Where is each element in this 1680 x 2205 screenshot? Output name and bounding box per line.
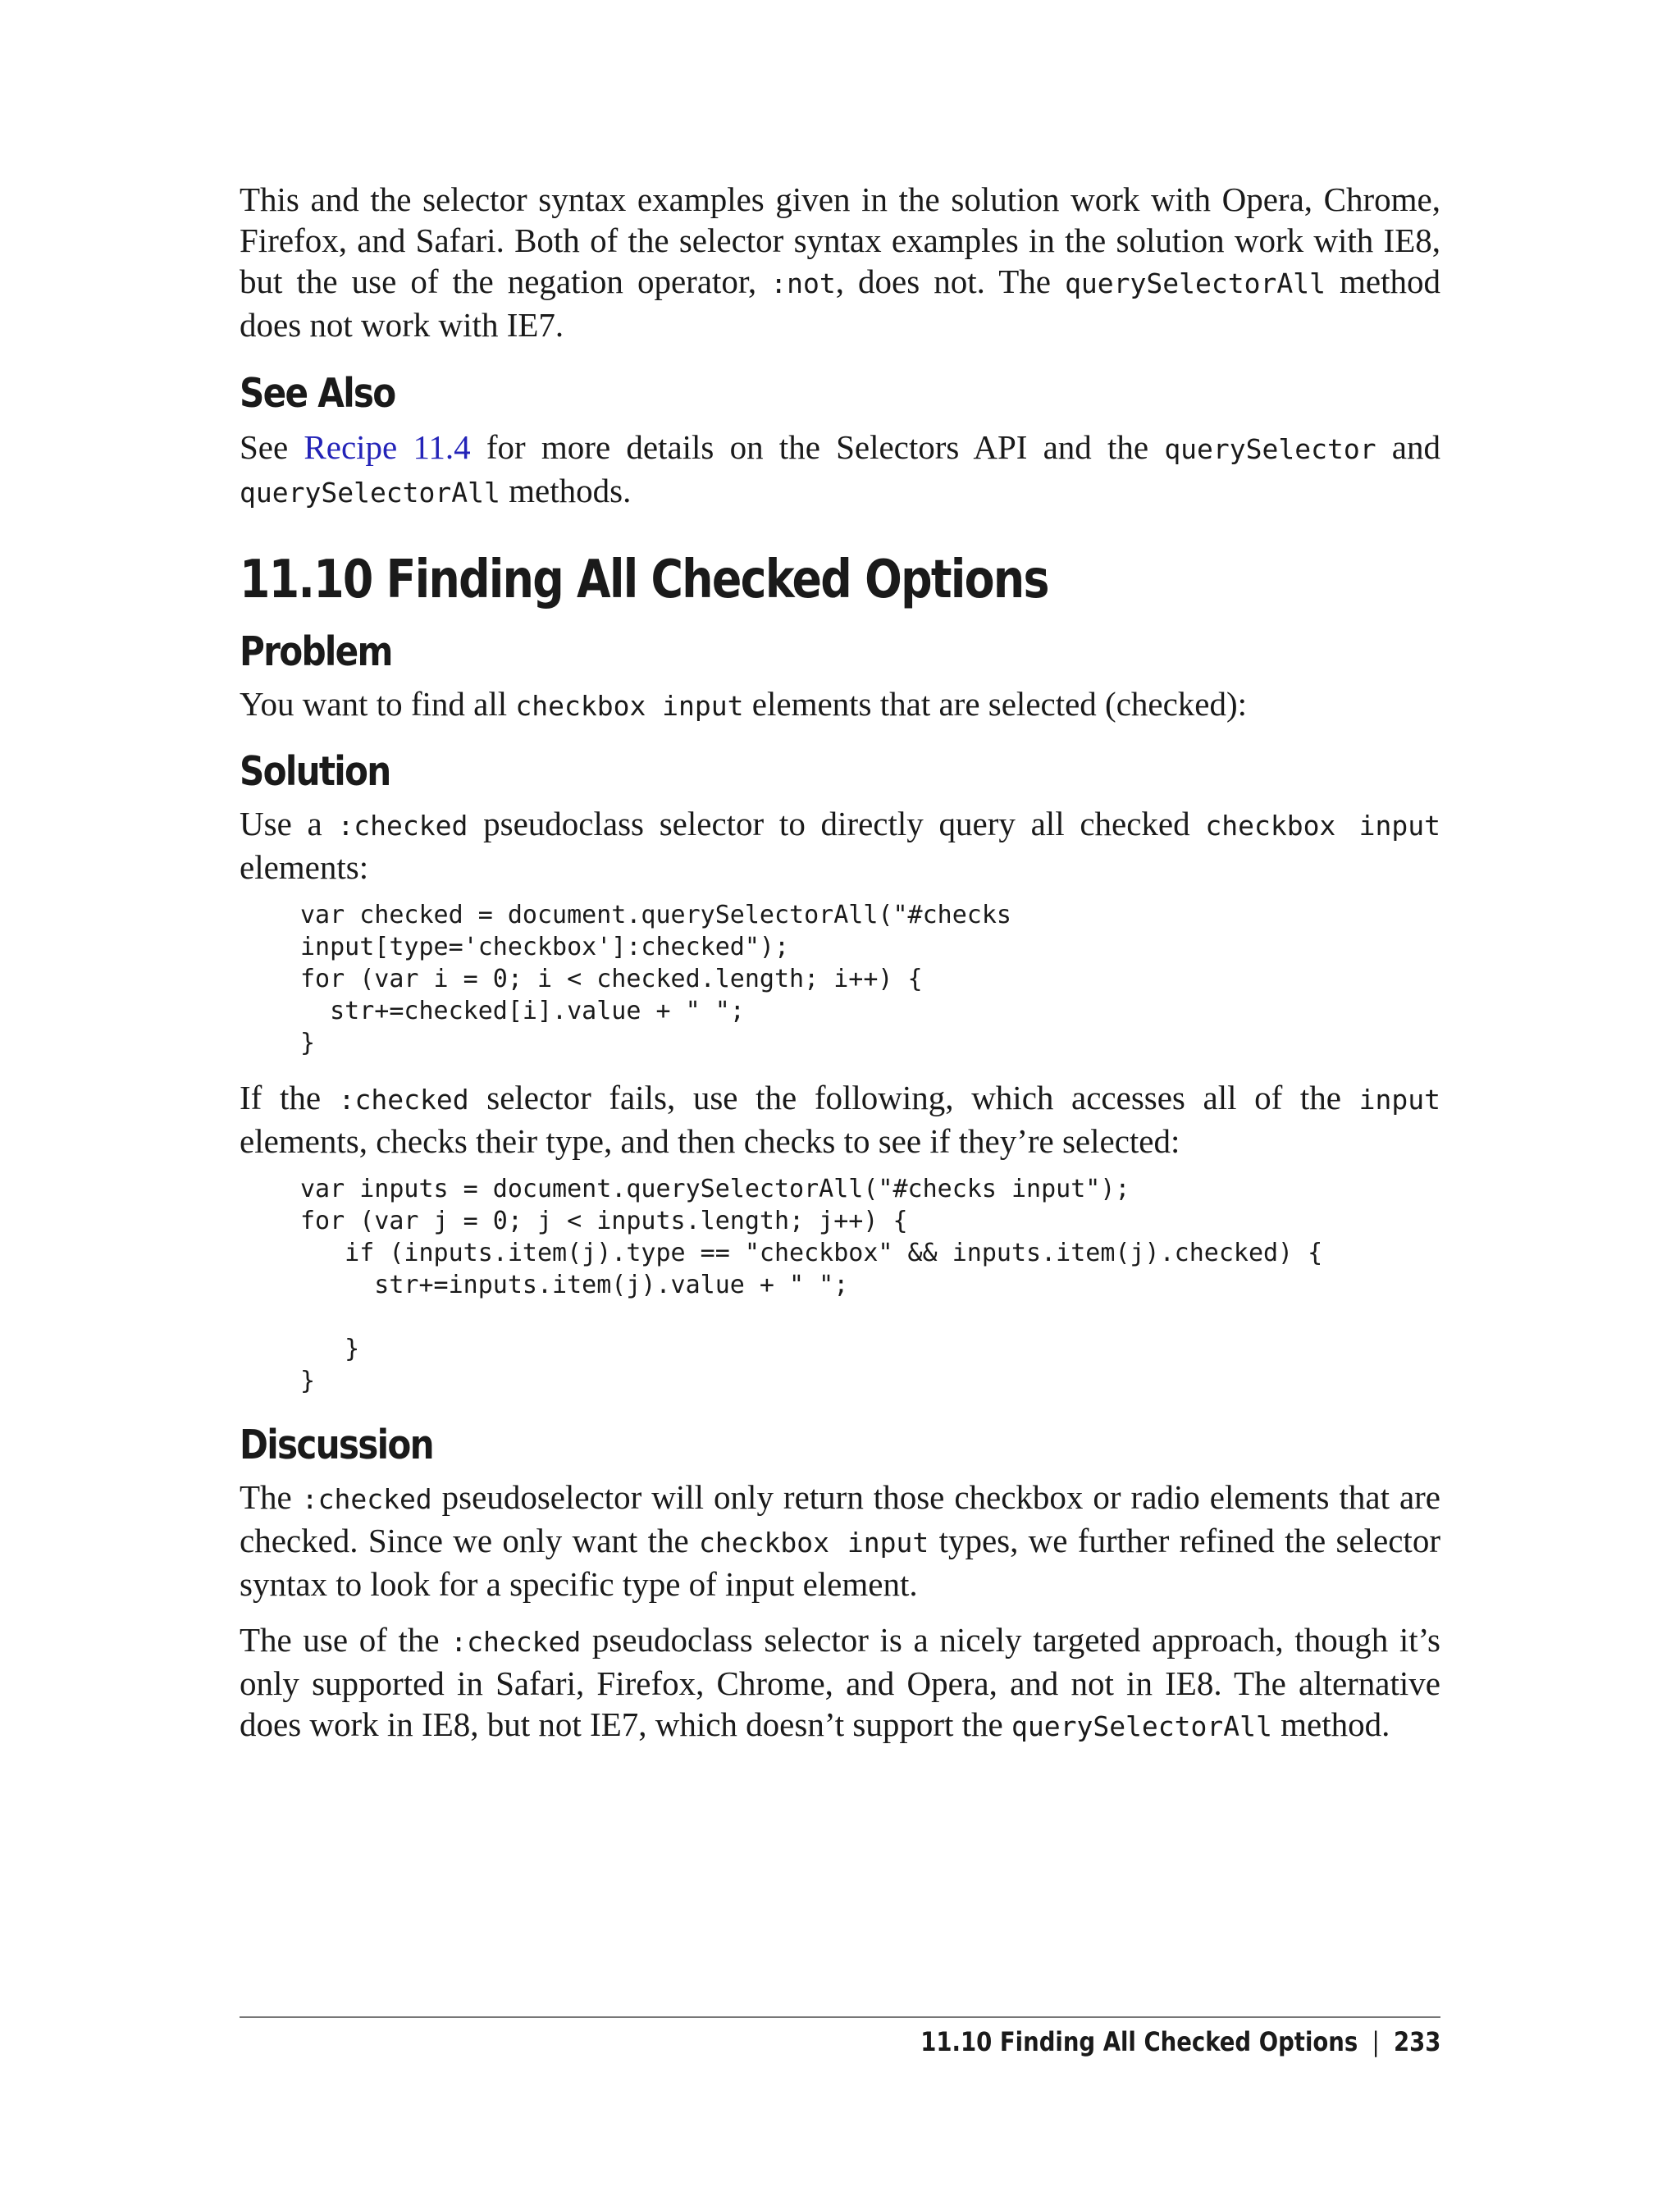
see-also-heading: See Also — [240, 370, 395, 417]
text: pseudoclass selector to directly query all checked — [468, 805, 1206, 842]
section-title: 11.10 Finding All Checked Options — [240, 550, 1048, 610]
text: The — [240, 1478, 302, 1516]
text: You want to find all — [240, 685, 516, 723]
text: types, we further refined the selector syntax to look for a specific type of input element. — [240, 1522, 1440, 1603]
code-block-checked: var checked = document.querySelectorAll("#checks input[type='checkbox']:checked"); for (var i = 0; i < checked.length; i++) { str+=checked[i].value + " "; } — [300, 901, 1011, 1057]
discussion-paragraph-1 — [240, 1477, 1440, 1605]
text: pseudoclass selector is a nicely targeted approach, though it’s only supported in Safari, Firefox, Chrome, and Opera, and not in IE8. The alternative does work in IE8, but not IE7, which doesn’t support the — [240, 1621, 1440, 1743]
discussion-paragraph-2 — [240, 1619, 1440, 1747]
page-footer — [920, 2026, 1440, 2057]
problem-heading: Problem — [240, 628, 392, 675]
inline-code: :checked — [450, 1626, 582, 1658]
text: and — [1376, 428, 1440, 466]
text: pseudoselector will only return those checkbox or radio elements that are checked. Since we only want the — [240, 1478, 1440, 1559]
solution-paragraph — [240, 803, 1440, 888]
inline-code: :not — [770, 267, 836, 299]
inline-code: checkbox input — [515, 690, 744, 722]
text: elements: — [240, 848, 369, 886]
inline-code: :checked — [337, 810, 468, 842]
discussion-heading: Discussion — [240, 1422, 433, 1468]
text: , does not. The — [835, 262, 1066, 300]
inline-code: input — [1358, 1084, 1440, 1116]
inline-code: :checked — [338, 1084, 469, 1116]
page-number: 233 — [1393, 2026, 1440, 2057]
inline-code: :checked — [301, 1483, 432, 1515]
text: elements that are selected (checked): — [743, 685, 1248, 723]
text: elements, checks their type, and then checks to see if they’re selected: — [240, 1122, 1180, 1160]
intro-paragraph — [240, 179, 1440, 345]
inline-code: querySelectorAll — [240, 477, 500, 509]
inline-code: checkbox input — [1205, 810, 1440, 842]
text: This and the selector syntax examples given in the solution work with Opera, Chrome, Firefox, and Safari. Both of the selector syntax examples in the solution work with IE8, but the use of the negation operator, — [240, 180, 1440, 300]
text: The use of the — [240, 1621, 451, 1659]
solution-heading: Solution — [240, 748, 390, 795]
inline-code: querySelector — [1164, 433, 1376, 465]
text: See — [240, 428, 304, 466]
text: methods. — [500, 472, 632, 509]
footer-separator: | — [1372, 2026, 1380, 2057]
text: for more details on the Selectors API and the — [470, 428, 1165, 466]
text: method does not work with IE7. — [240, 262, 1441, 344]
inline-code: checkbox input — [699, 1527, 929, 1559]
text: If the — [240, 1079, 339, 1116]
text: selector fails, use the following, which accesses all of the — [468, 1079, 1359, 1116]
inline-code: querySelectorAll — [1011, 1710, 1272, 1742]
problem-paragraph — [240, 683, 1440, 727]
footer-rule — [240, 2016, 1440, 2018]
recipe-link[interactable]: Recipe 11.4 — [304, 428, 471, 466]
footer-section-title: 11.10 Finding All Checked Options — [920, 2026, 1358, 2057]
text: Use a — [240, 805, 338, 842]
page-content — [240, 179, 1440, 1747]
fallback-paragraph — [240, 1077, 1440, 1162]
text: method. — [1271, 1705, 1390, 1743]
code-block-inputs: var inputs = document.querySelectorAll("#checks input"); for (var j = 0; j < inputs.length; j++) { if (inputs.item(j).type == "checkbox" && inputs.item(j).checked) { str+=inputs.item(j).value + " "; } } — [300, 1175, 1323, 1395]
inline-code: querySelectorAll — [1065, 267, 1326, 299]
see-also-paragraph — [240, 427, 1440, 514]
